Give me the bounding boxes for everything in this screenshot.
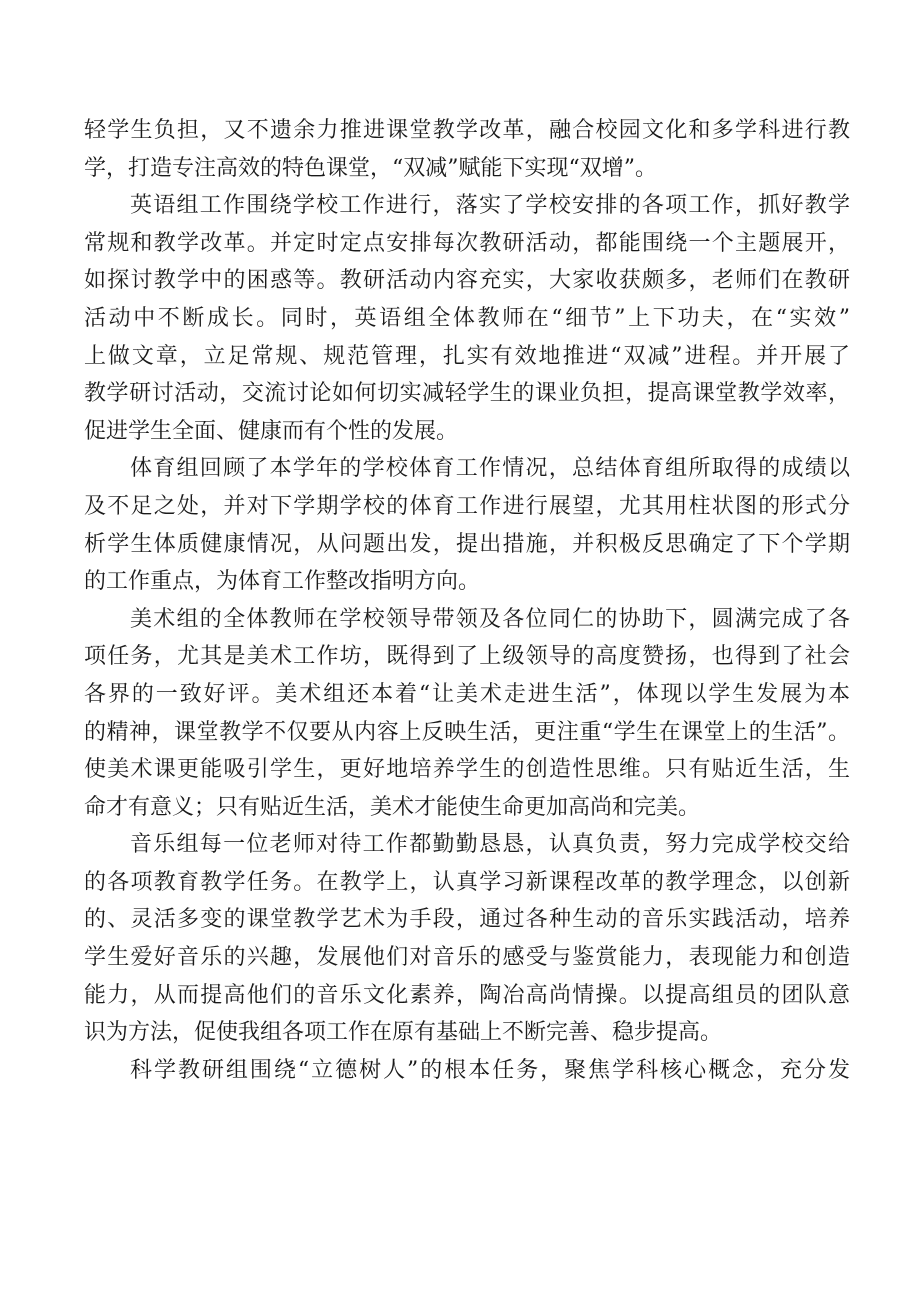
text-line: 英语组工作围绕学校工作进行，落实了学校安排的各项工作，抓好教学 — [130, 193, 850, 219]
text-line: 各界的一致好评。美术组还本着“让美术走进生活”，体现以学生发展为本 — [84, 681, 850, 707]
text-line: 促进学生全面、健康而有个性的发展。 — [84, 418, 459, 444]
text-line: 体育组回顾了本学年的学校体育工作情况，总结体育组所取得的成绩以 — [130, 456, 850, 482]
text-line: 音乐组每一位老师对待工作都勤勤恳恳，认真负责，努力完成学校交给 — [130, 832, 850, 858]
paragraph-english-group — [84, 187, 850, 450]
paragraph-pe-group — [84, 450, 850, 600]
text-line: 美术组的全体教师在学校领导带领及各位同仁的协助下，圆满完成了各 — [130, 606, 850, 632]
text-line: 学生爱好音乐的兴趣，发展他们对音乐的感受与鉴赏能力，表现能力和创造 — [84, 945, 850, 971]
paragraph-music-group — [84, 826, 850, 1052]
text-line: 项任务，尤其是美术工作坊，既得到了上级领导的高度赞扬，也得到了社会 — [84, 644, 850, 670]
text-line: 能力，从而提高他们的音乐文化素养，陶冶高尚情操。以提高组员的团队意 — [84, 982, 850, 1008]
text-line: 的、灵活多变的课堂教学艺术为手段，通过各种生动的音乐实践活动，培养 — [84, 907, 850, 933]
text-line: 上做文章，立足常规、规范管理，扎实有效地推进“双减”进程。并开展了 — [84, 343, 850, 369]
text-line: 教学研讨活动，交流讨论如何切实减轻学生的课业负担，提高课堂教学效率， — [84, 381, 850, 407]
text-line: 使美术课更能吸引学生，更好地培养学生的创造性思维。只有贴近生活，生 — [84, 757, 850, 783]
document-body — [84, 112, 850, 1089]
text-line: 常规和教学改革。并定时定点安排每次教研活动，都能围绕一个主题展开， — [84, 230, 850, 256]
paragraph-intro-continuation — [84, 112, 850, 187]
text-line: 如探讨教学中的困惑等。教研活动内容充实，大家收获颇多，老师们在教研 — [84, 268, 850, 294]
text-line: 及不足之处，并对下学期学校的体育工作进行展望，尤其用柱状图的形式分 — [84, 493, 850, 519]
text-line: 析学生体质健康情况，从问题出发，提出措施，并积极反思确定了下个学期 — [84, 531, 850, 557]
text-line: 轻学生负担，又不遗余力推进课堂教学改革，融合校园文化和多学科进行教 — [84, 118, 850, 143]
text-line: 命才有意义；只有贴近生活，美术才能使生命更加高尚和完美。 — [84, 794, 701, 820]
text-line: 识为方法，促使我组各项工作在原有基础上不断完善、稳步提高。 — [84, 1020, 723, 1046]
paragraph-science-group — [84, 1052, 850, 1090]
text-line: 的工作重点，为体育工作整改指明方向。 — [84, 569, 481, 595]
text-line: 的精神，课堂教学不仅要从内容上反映生活，更注重“学生在课堂上的生活”。 — [84, 719, 850, 745]
paragraph-art-group — [84, 601, 850, 827]
text-line: 学，打造专注高效的特色课堂，“双减”赋能下实现“双增”。 — [84, 155, 657, 181]
text-line: 科学教研组围绕“立德树人”的根本任务，聚焦学科核心概念，充分发 — [130, 1057, 850, 1083]
text-line: 活动中不断成长。同时，英语组全体教师在“细节”上下功夫，在“实效” — [84, 305, 850, 331]
text-line: 的各项教育教学任务。在教学上，认真学习新课程改革的教学理念，以创新 — [84, 869, 850, 895]
